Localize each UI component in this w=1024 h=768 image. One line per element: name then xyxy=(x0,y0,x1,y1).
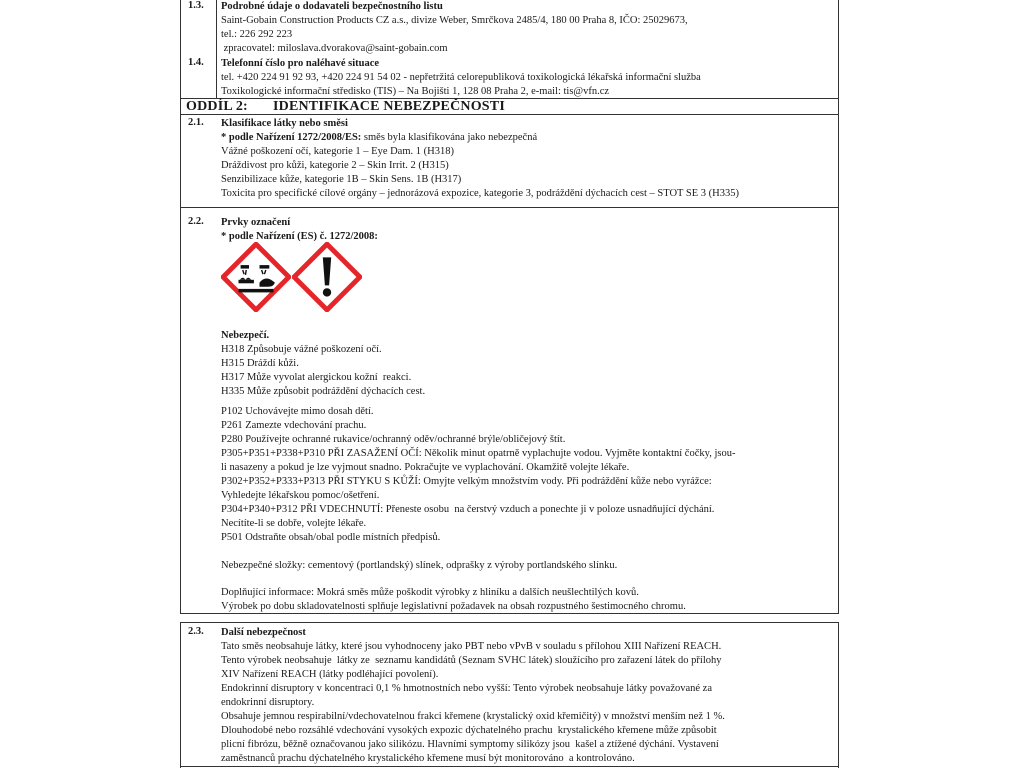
sec23-left-border xyxy=(180,622,181,768)
p-statement: P261 Zamezte vdechování prachu. xyxy=(221,420,367,431)
sec23-line: Endokrinní disruptory v koncentraci 0,1 % hmotnostních nebo vyšší: Tento výrobek neobsahuje látky považované za xyxy=(221,683,713,694)
h-statement: H335 Může způsobit podráždění dýchacích cest. xyxy=(221,386,426,397)
sec21-line: Dráždivost pro kůži, kategorie 2 – Skin Irrit. 2 (H315) xyxy=(221,160,449,171)
sec23-line: Tato směs neobsahuje látky, které jsou vyhodnoceny jako PBT nebo vPvB v souladu s přílohou XIII Nařízení REACH. xyxy=(221,641,722,652)
sec21-line: Toxicita pro specifické cílové orgány – jednorázová expozice, kategorie 3, podráždění dýchacích cest – STOT SE 3 (H335) xyxy=(221,188,739,199)
sec21-line: Vážné poškození očí, kategorie 1 – Eye Dam. 1 (H318) xyxy=(221,146,454,157)
sec22-number: 2.2. xyxy=(188,216,204,227)
p-statement: P501 Odstraňte obsah/obal podle místních předpisů. xyxy=(221,532,441,543)
sec14-number: 1.4. xyxy=(188,57,204,68)
divider-sec21-bottom xyxy=(180,207,839,208)
extra-info: Doplňující informace: Mokrá směs může poškodit výrobky z hliníku a dalších neušlechtilých kovů. xyxy=(221,587,639,598)
sec13-line: tel.: 226 292 223 xyxy=(221,29,293,40)
sec13-title: Podrobné údaje o dodavateli bezpečnostního listu xyxy=(221,1,443,12)
left-border xyxy=(180,0,181,613)
sec21-subtitle xyxy=(221,131,537,144)
sec23-title: Další nebezpečnost xyxy=(221,627,306,638)
section-label: ODDÍL 2: xyxy=(186,99,248,114)
sec23-line: XIV Nařízení REACH (látky podléhající povolení). xyxy=(221,669,439,680)
sec23-bottom-border xyxy=(180,766,839,767)
sec23-line: endokrinní disruptory. xyxy=(221,697,315,708)
sec13-number: 1.3. xyxy=(188,0,204,11)
sec23-right-border xyxy=(838,622,839,768)
corrosion-pictogram-icon xyxy=(221,242,291,312)
sec23-line: Tento výrobek neobsahuje látky ze seznamu kandidátů (Seznam SVHC látek) sloužícího pro zařazení látek do přílohy xyxy=(221,655,722,666)
sec23-line: Dlouhodobé nebo rozsáhlé vdechování vysokých expozic dýchatelného prachu krystalického křemene může způsobit xyxy=(221,725,717,736)
right-border xyxy=(838,0,839,613)
col-divider xyxy=(216,0,217,98)
p-statement: P280 Používejte ochranné rukavice/ochranný oděv/ochranné brýle/obličejový štít. xyxy=(221,434,566,445)
sec21-title: Klasifikace látky nebo směsi xyxy=(221,118,348,129)
p-statement: Vyhledejte lékařskou pomoc/ošetření. xyxy=(221,490,380,501)
sec23-line: zaměstnanců prachu dýchatelného krystalického křemene musí být monitorováno a kontrolováno. xyxy=(221,753,635,764)
p-statement: li nasazeny a pokud je lze vyjmout snadno. Pokračujte ve vyplachování. Okamžitě volejte lékaře. xyxy=(221,462,630,473)
sec22-subtitle: * podle Nařízení (ES) č. 1272/2008: xyxy=(221,231,378,242)
h-statement: H318 Způsobuje vážné poškození očí. xyxy=(221,344,382,355)
sec21-number: 2.1. xyxy=(188,117,204,128)
sec21-sub-rest: směs byla klasifikována jako nebezpečná xyxy=(361,132,538,143)
h-statement: H317 Může vyvolat alergickou kožní reakci. xyxy=(221,372,412,383)
sec23-number: 2.3. xyxy=(188,626,204,637)
p-statement: P304+P340+P312 PŘI VDECHNUTÍ: Přeneste osobu na čerstvý vzduch a ponechte ji v poloze usnadňující dýchání. xyxy=(221,504,715,515)
section-heading xyxy=(186,99,505,115)
sec13-line: zpracovatel: miloslava.dvorakova@saint-gobain.com xyxy=(221,43,448,54)
signal-word: Nebezpečí. xyxy=(221,330,270,341)
h-statement: H315 Dráždí kůži. xyxy=(221,358,299,369)
p-statement: P302+P352+P333+P313 PŘI STYKU S KŮŽÍ: Omyjte velkým množstvím vody. Při podráždění kůže nebo vyrážce: xyxy=(221,476,712,487)
sec14-line: Toxikologické informační středisko (TIS) – Na Bojišti 1, 128 08 Praha 2, e-mail: tis@vfn.cz xyxy=(221,86,610,97)
sec22-title: Prvky označení xyxy=(221,217,291,228)
hazardous-components: Nebezpečné složky: cementový (portlandský) slínek, odprašky z výroby portlandského slínku. xyxy=(221,560,618,571)
extra-info: Výrobek po dobu skladovatelnosti splňuje legislativní požadavek na obsah rozpustného šestimocného chromu. xyxy=(221,601,686,612)
divider-page-break xyxy=(180,613,839,614)
sec23-line: Obsahuje jemnou respirabilní/vdechovatelnou frakci křemene (krystalický oxid křemičitý) v množství menším než 1 %. xyxy=(221,711,725,722)
sec13-line: Saint-Gobain Construction Products CZ a.s., divize Weber, Smrčkova 2485/4, 180 00 Praha 8, IČO: 25029673, xyxy=(221,15,688,26)
sec21-line: Senzibilizace kůže, kategorie 1B – Skin Sens. 1B (H317) xyxy=(221,174,462,185)
sec21-sub-bold: * podle Nařízení 1272/2008/ES: xyxy=(221,132,362,143)
sec23-top-border xyxy=(180,622,839,623)
document-page xyxy=(180,0,839,768)
section-title: IDENTIFIKACE NEBEZPEČNOSTI xyxy=(273,99,505,114)
p-statement: Necítíte-li se dobře, volejte lékaře. xyxy=(221,518,367,529)
sec23-line: plicní fibrózu, běžně označovanou jako silikózu. Hlavními symptomy silikózy jsou kašel a ztížené dýchání. Vystavení xyxy=(221,739,719,750)
sec14-title: Telefonní číslo pro naléhavé situace xyxy=(221,58,380,69)
p-statement: P102 Uchovávejte mimo dosah dětí. xyxy=(221,406,374,417)
sec14-line: tel. +420 224 91 92 93, +420 224 91 54 02 - nepřetržitá celorepubliková toxikologická lékařská informační služba xyxy=(221,72,701,83)
exclamation-pictogram-icon xyxy=(292,242,362,312)
p-statement: P305+P351+P338+P310 PŘI ZASAŽENÍ OČÍ: Několik minut opatrně vyplachujte vodou. Vyjměte kontaktní čočky, jsou- xyxy=(221,448,736,459)
